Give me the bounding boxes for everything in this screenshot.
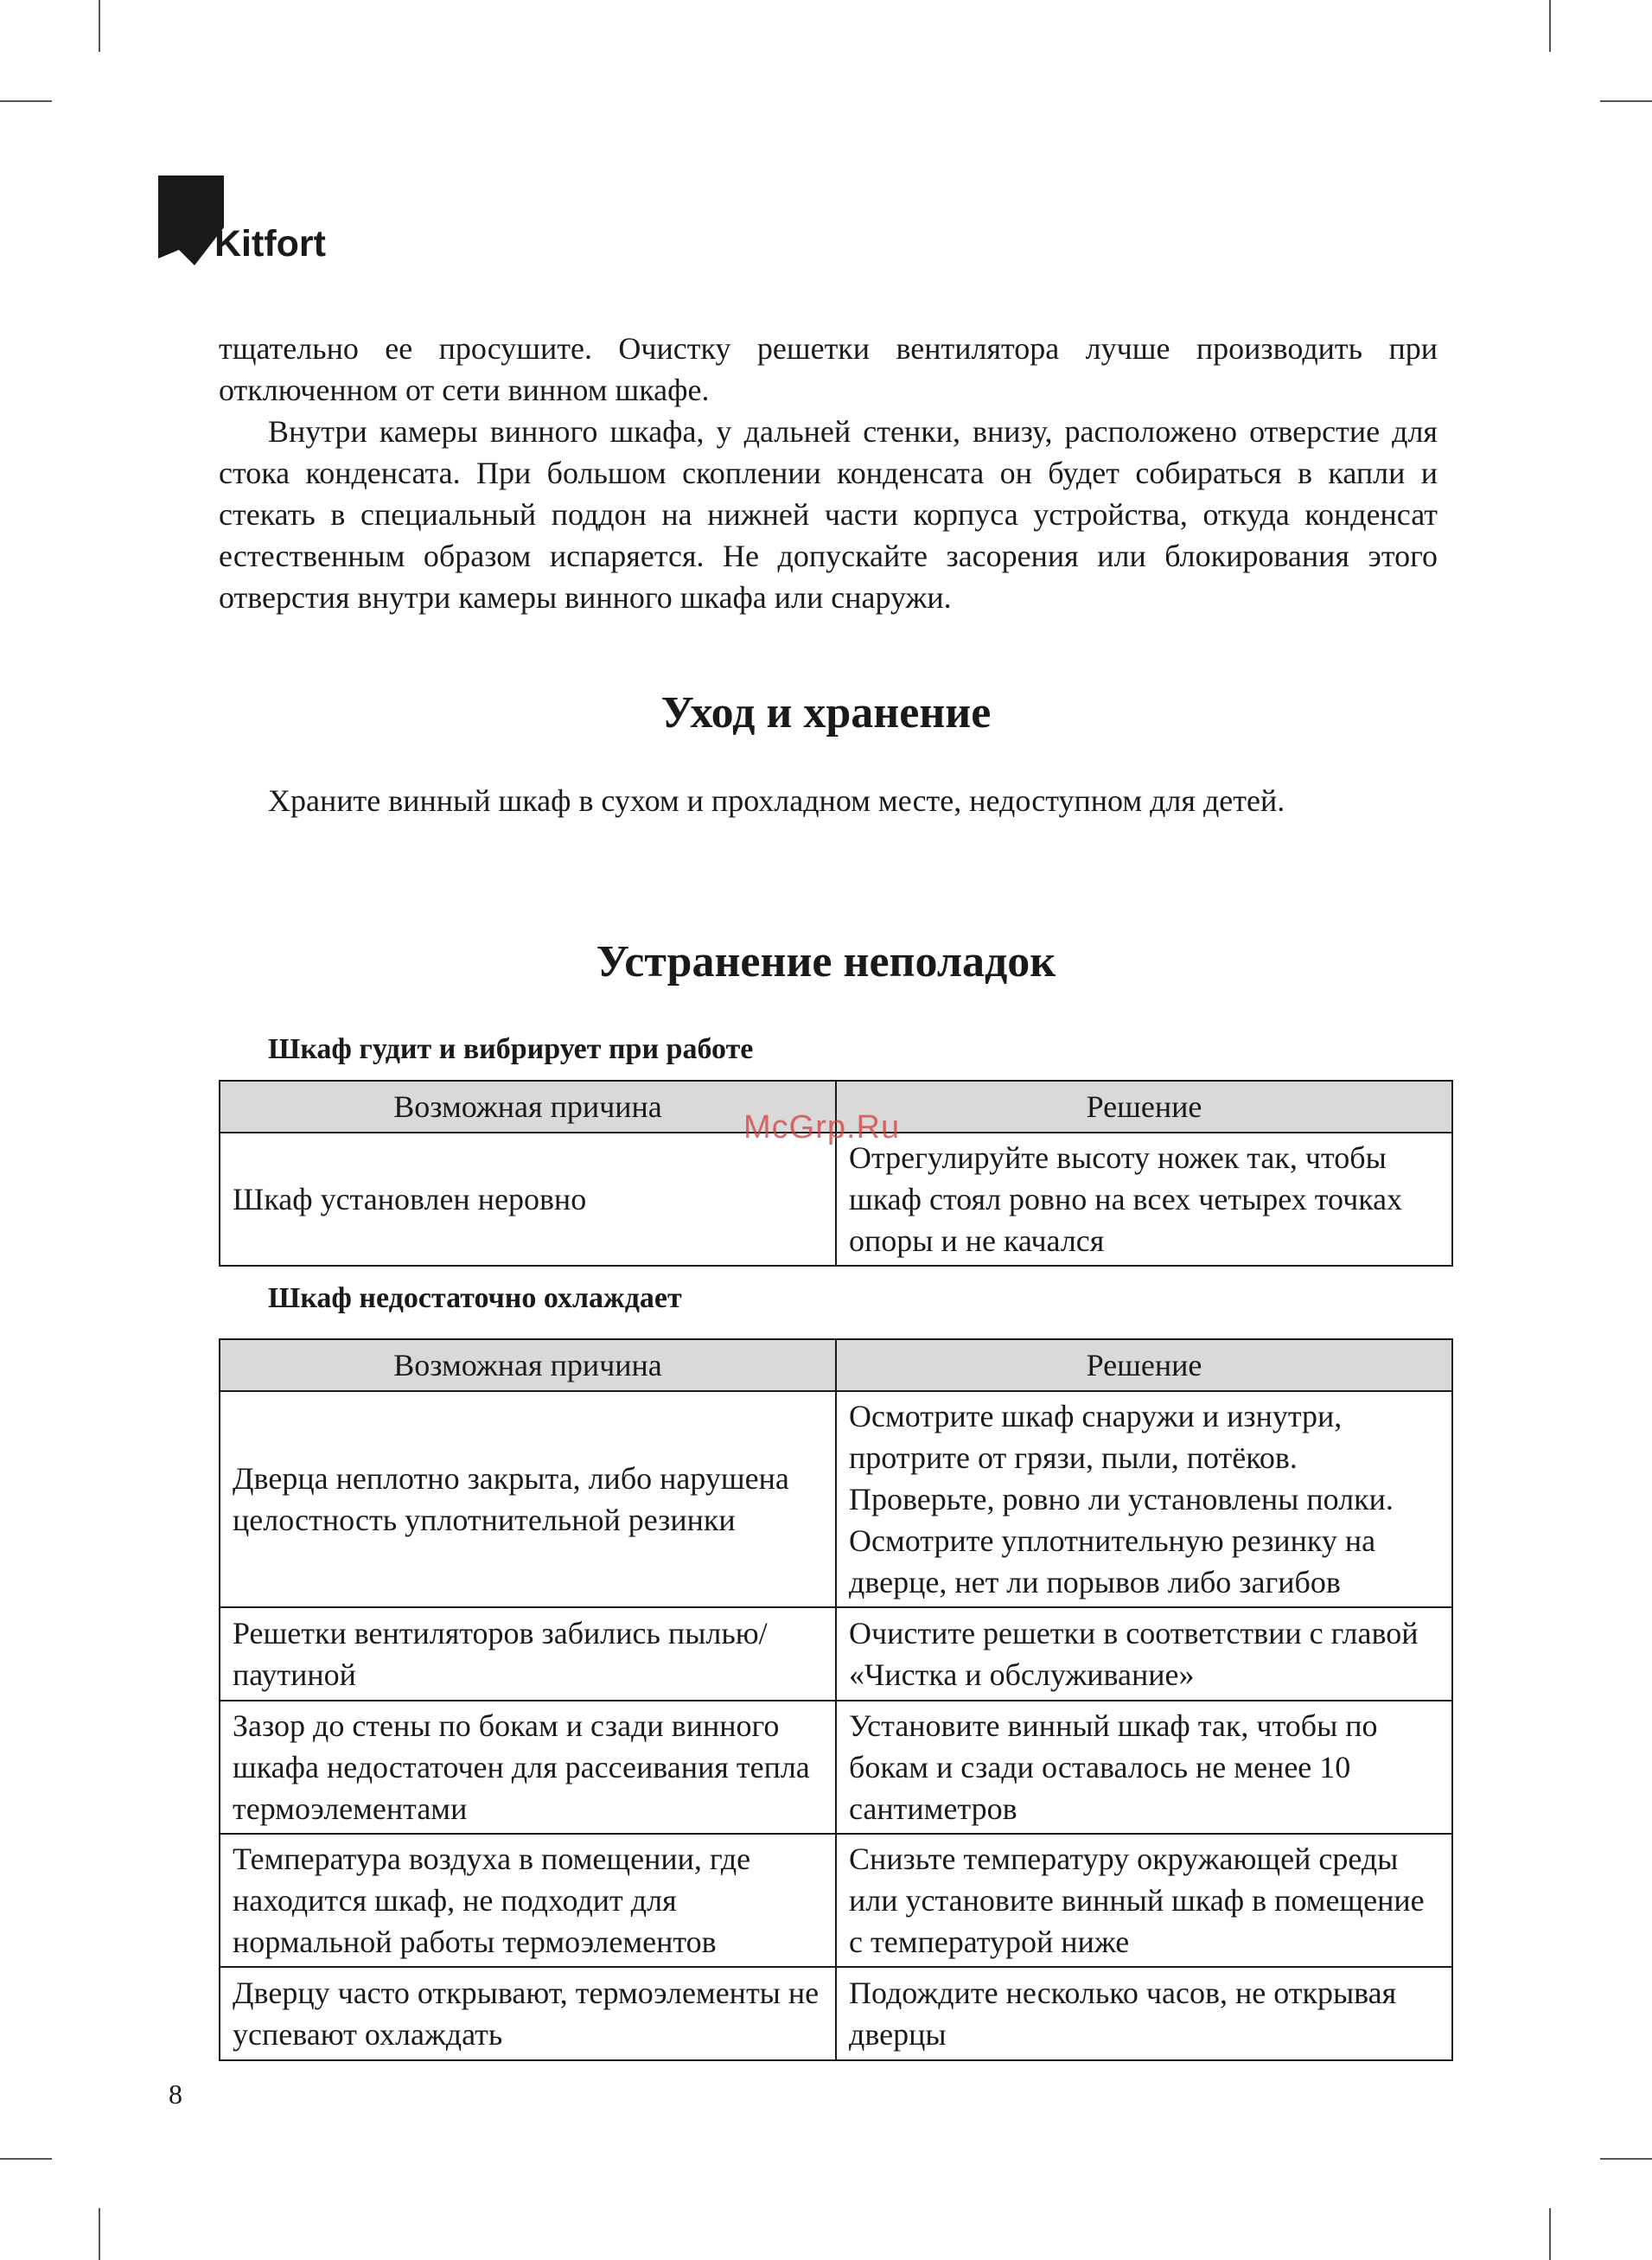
table-row [220, 1834, 1452, 1967]
cause-cell: Шкаф установлен неровно [220, 1133, 836, 1266]
cause-cell: Дверца неплотно закрыта, либо нарушена целостность уплотнительной резинки [220, 1391, 836, 1607]
table-header-row [220, 1339, 1452, 1391]
crop-mark [1549, 2208, 1551, 2260]
solution-cell: Установите винный шкаф так, чтобы по бокам и сзади оставалось не менее 10 сантиметров [836, 1701, 1452, 1834]
crop-mark [0, 2158, 52, 2160]
troubleshooting-section-title: Устранение неполадок [596, 937, 1056, 986]
table-row [220, 1701, 1452, 1834]
header-solution: Решение [836, 1081, 1452, 1133]
header-cause: Возможная причина [220, 1339, 836, 1391]
page-number: 8 [169, 2078, 182, 2110]
brand-logo-text: Kitfort [214, 223, 326, 265]
intro-paragraph: тщательно ее просушите. Очистку решетки вентилятора лучше производить при отключенном от сети винном шкафе. [219, 331, 1438, 407]
care-section-title: Уход и хранение [660, 688, 992, 737]
crop-mark [99, 0, 100, 52]
cause-cell: Температура воздуха в помещении, где находится шкаф, не подходит для нормальной работы термоэлементов [220, 1834, 836, 1967]
solution-cell: Подождите несколько часов, не открывая дверцы [836, 1967, 1452, 2060]
cause-cell: Дверцу часто открывают, термоэлементы не успевают охлаждать [220, 1967, 836, 2060]
crop-mark [1600, 2158, 1652, 2160]
crop-mark [99, 2208, 100, 2260]
solution-cell: Осмотрите шкаф снаружи и изнутри, протрите от грязи, пыли, потёков. Проверьте, ровно ли установлены полки. Осмотрите уплотнительную резинку на дверце, нет ли порывов либо загибов [836, 1391, 1452, 1607]
solution-cell: Очистите решетки в соответствии с главой «Чистка и обслуживание» [836, 1607, 1452, 1701]
table-row [220, 1967, 1452, 2060]
table-row [220, 1133, 1452, 1266]
troubleshooting-table-noise [219, 1080, 1453, 1267]
cause-cell: Решетки вентиляторов забились пылью/паутиной [220, 1607, 836, 1701]
problem-heading: Шкаф гудит и вибрирует при работе [268, 1033, 754, 1065]
problem-heading: Шкаф недостаточно охлаждает [268, 1282, 682, 1314]
cause-cell: Зазор до стены по бокам и сзади винного шкафа недостаточен для рассеивания тепла термоэлементами [220, 1701, 836, 1834]
crop-mark [1549, 0, 1551, 52]
care-text: Храните винный шкаф в сухом и прохладном месте, недоступном для детей. [268, 783, 1285, 818]
header-cause: Возможная причина [220, 1081, 836, 1133]
solution-cell: Снизьте температуру окружающей среды или установите винный шкаф в помещение с температурой ниже [836, 1834, 1452, 1967]
troubleshooting-table-cooling [219, 1338, 1453, 2061]
table-row [220, 1607, 1452, 1701]
crop-mark [1600, 100, 1652, 102]
table-row [220, 1391, 1452, 1607]
watermark: McGrp.Ru [743, 1109, 901, 1146]
intro-paragraph: Внутри камеры винного шкафа, у дальней стенки, внизу, расположено отверстие для стока конденсата. При большом скоплении конденсата он будет собираться в капли и стекать в специальный поддон на нижней части корпуса устройства, откуда конденсат естественным образом испаряется. Не допускайте засорения или блокирования этого отверстия внутри камеры винного шкафа или снаружи. [219, 414, 1438, 615]
solution-cell: Отрегулируйте высоту ножек так, чтобы шкаф стоял ровно на всех четырех точках опоры и не качался [836, 1133, 1452, 1266]
header-solution: Решение [836, 1339, 1452, 1391]
intro-text [219, 328, 1438, 618]
crop-mark [0, 100, 52, 102]
